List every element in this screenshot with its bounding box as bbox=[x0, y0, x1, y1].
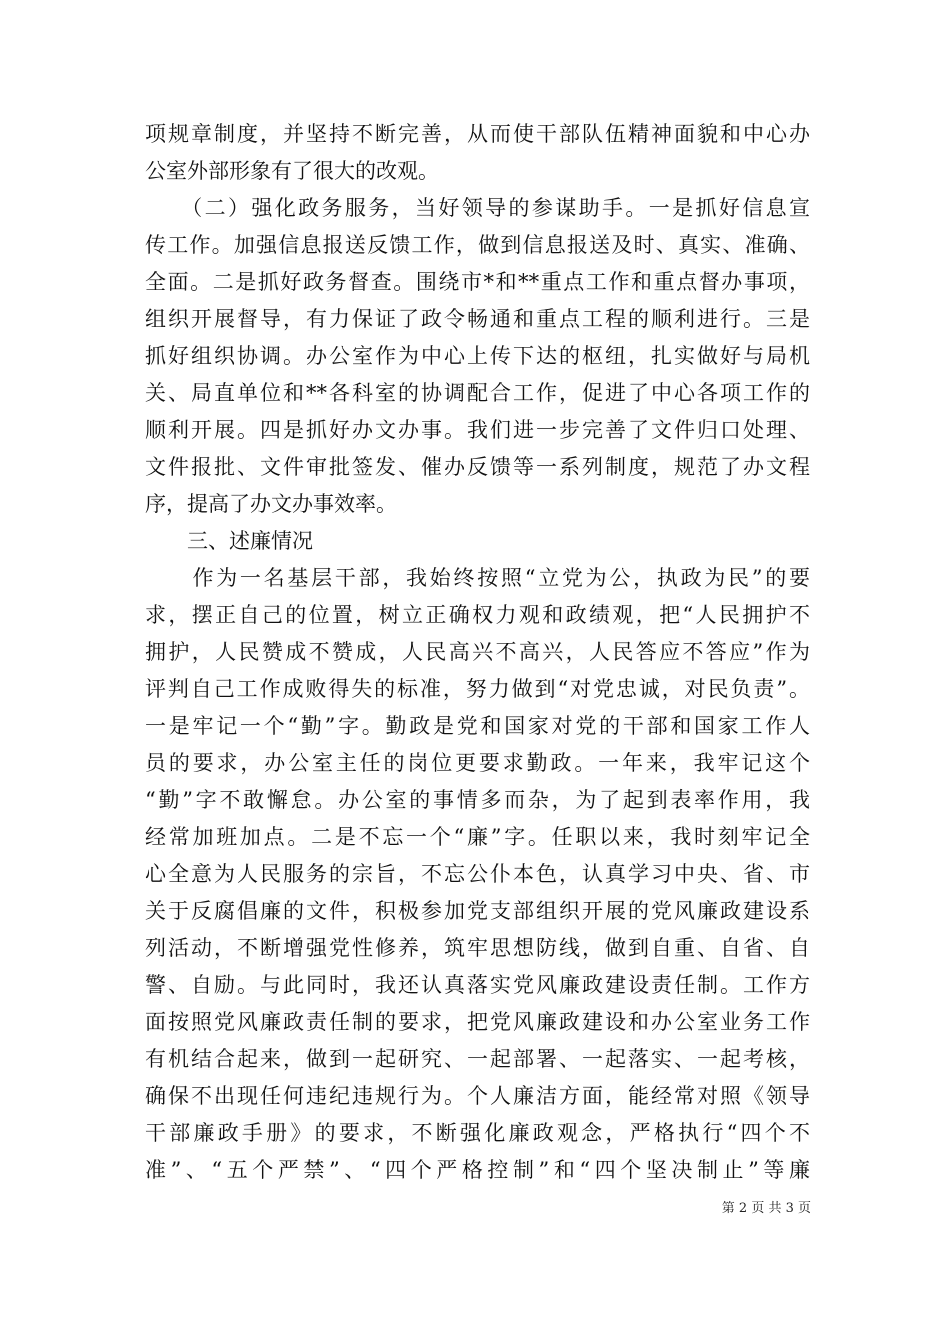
text-line: 抓好组织协调。办公室作为中心上传下达的枢纽，扎实做好与局机 bbox=[145, 344, 810, 368]
text-line: 序，提高了办文办事效率。 bbox=[145, 492, 397, 516]
text-line: 一是牢记一个“勤”字。勤政是党和国家对党的干部和国家工作人 bbox=[145, 714, 810, 738]
text-line: 员的要求，办公室主任的岗位更要求勤政。一年来，我牢记这个 bbox=[145, 751, 810, 775]
text-line: 评判自己工作成败得失的标准，努力做到“对党忠诚，对民负责”。 bbox=[145, 677, 810, 701]
text-line: 传工作。加强信息报送反馈工作，做到信息报送及时、真实、准确、 bbox=[145, 233, 810, 257]
body-text bbox=[145, 116, 810, 1189]
text-line: 关、局直单位和**各科室的协调配合工作，促进了中心各项工作的 bbox=[145, 381, 810, 405]
text-line: 项规章制度，并坚持不断完善，从而使干部队伍精神面貌和中心办 bbox=[145, 122, 810, 146]
text-line: 有机结合起来，做到一起研究、一起部署、一起落实、一起考核， bbox=[145, 1047, 810, 1071]
text-line: 顺利开展。四是抓好办文办事。我们进一步完善了文件归口处理、 bbox=[145, 418, 810, 442]
text-line: 警、自励。与此同时，我还认真落实党风廉政建设责任制。工作方 bbox=[145, 973, 810, 997]
text-line: 全面。二是抓好政务督查。围绕市*和**重点工作和重点督办事项， bbox=[145, 270, 810, 294]
text-line: 组织开展督导，有力保证了政令畅通和重点工程的顺利进行。三是 bbox=[145, 307, 810, 331]
text-line: 拥护，人民赞成不赞成，人民高兴不高兴，人民答应不答应”作为 bbox=[145, 640, 810, 664]
text-line: 求，摆正自己的位置，树立正确权力观和政绩观，把“人民拥护不 bbox=[145, 603, 810, 627]
text-line: 干部廉政手册》的要求，不断强化廉政观念，严格执行“四个不 bbox=[145, 1121, 810, 1145]
text-line: 心全意为人民服务的宗旨，不忘公仆本色，认真学习中央、省、市 bbox=[145, 862, 810, 886]
text-line: 文件报批、文件审批签发、催办反馈等一系列制度，规范了办文程 bbox=[145, 455, 810, 479]
text-line: 经常加班加点。二是不忘一个“廉”字。任职以来，我时刻牢记全 bbox=[145, 825, 810, 849]
text-line: 确保不出现任何违纪违规行为。个人廉洁方面，能经常对照《领导 bbox=[145, 1084, 810, 1108]
text-line: 准”、“五个严禁”、“四个严格控制”和“四个坚决制止”等廉 bbox=[145, 1158, 810, 1182]
text-line: 列活动，不断增强党性修养，筑牢思想防线，做到自重、自省、自 bbox=[145, 936, 810, 960]
text-line: 面按照党风廉政责任制的要求，把党风廉政建设和办公室业务工作 bbox=[145, 1010, 810, 1034]
text-line: 关于反腐倡廉的文件，积极参加党支部组织开展的党风廉政建设系 bbox=[145, 899, 810, 923]
text-line: “勤”字不敢懈怠。办公室的事情多而杂，为了起到表率作用，我 bbox=[145, 788, 810, 812]
text-line: 三、述廉情况 bbox=[145, 529, 313, 553]
text-line: 公室外部形象有了很大的改观。 bbox=[145, 159, 439, 183]
text-line: 作为一名基层干部，我始终按照“立党为公，执政为民”的要 bbox=[145, 566, 810, 590]
text-line: （二）强化政务服务，当好领导的参谋助手。一是抓好信息宣 bbox=[145, 196, 810, 220]
page-number: 第 2 页 共 3 页 bbox=[721, 1201, 811, 1216]
